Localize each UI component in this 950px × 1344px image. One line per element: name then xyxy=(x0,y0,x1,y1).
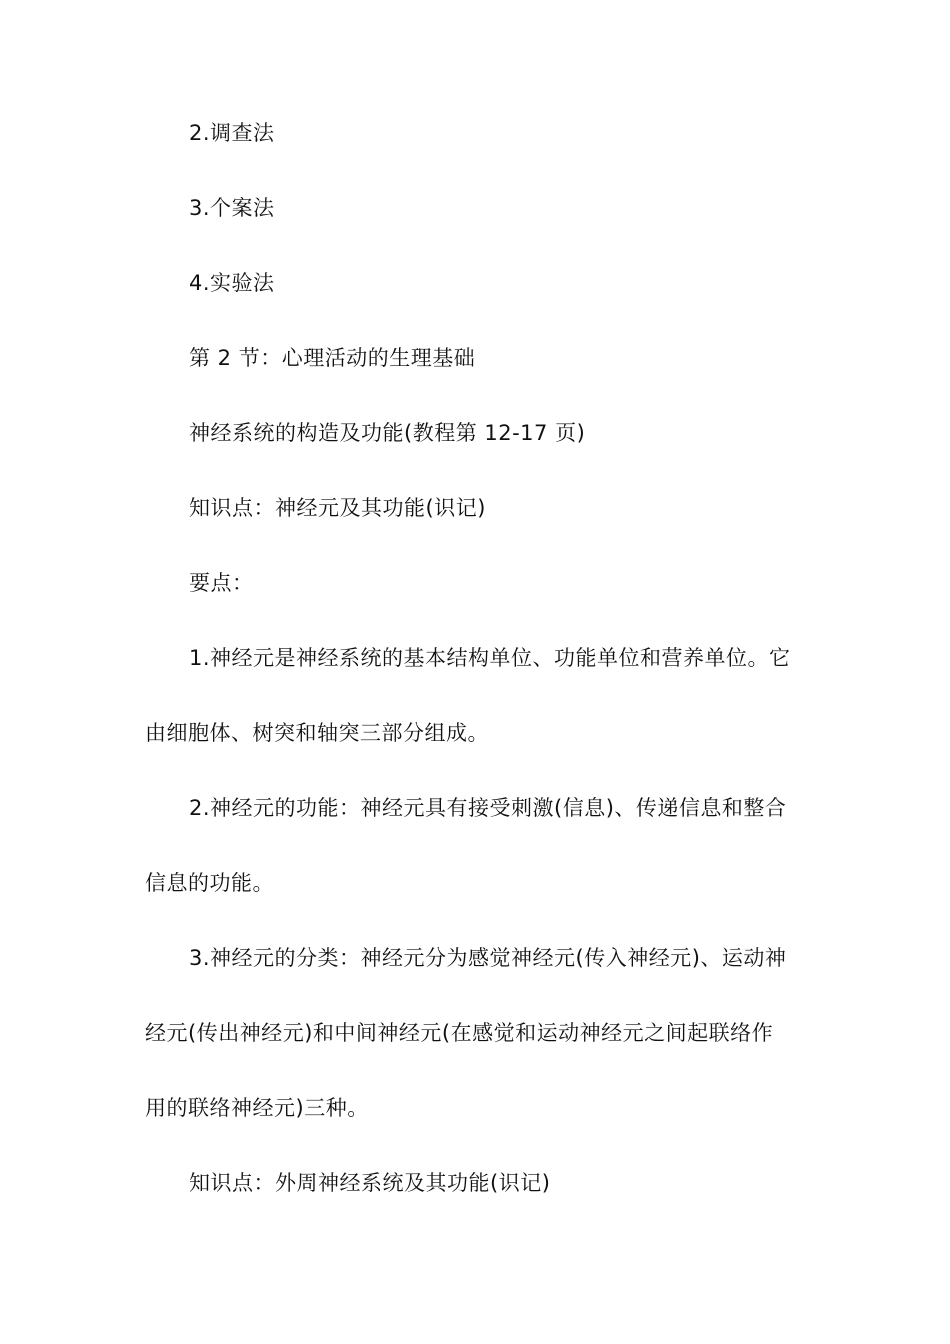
paragraph-neuron-class-line1: 3.神经元的分类：神经元分为感觉神经元(传入神经元)、运动神 xyxy=(189,946,787,970)
paragraph-neuron-class-line3: 用的联络神经元)三种。 xyxy=(145,1096,369,1120)
knowledge-point-neuron: 知识点：神经元及其功能(识记) xyxy=(189,496,486,520)
list-item-survey-method: 2.调查法 xyxy=(189,121,275,145)
key-points-label: 要点： xyxy=(189,571,254,595)
section-heading: 第 2 节：心理活动的生理基础 xyxy=(189,346,476,370)
list-item-experiment-method: 4.实验法 xyxy=(189,271,275,295)
paragraph-neuron-unit-line1: 1.神经元是神经系统的基本结构单位、功能单位和营养单位。它 xyxy=(189,646,791,670)
list-item-case-method: 3.个案法 xyxy=(189,196,275,220)
paragraph-neuron-function-line2: 信息的功能。 xyxy=(145,871,274,895)
paragraph-neuron-unit-line2: 由细胞体、树突和轴突三部分组成。 xyxy=(145,721,489,745)
paragraph-neuron-class-line2: 经元(传出神经元)和中间神经元(在感觉和运动神经元之间起联络作 xyxy=(145,1021,774,1045)
topic-heading: 神经系统的构造及功能(教程第 12-17 页) xyxy=(189,421,586,445)
knowledge-point-peripheral: 知识点：外周神经系统及其功能(识记) xyxy=(189,1171,551,1195)
paragraph-neuron-function-line1: 2.神经元的功能：神经元具有接受刺激(信息)、传递信息和整合 xyxy=(189,796,787,820)
